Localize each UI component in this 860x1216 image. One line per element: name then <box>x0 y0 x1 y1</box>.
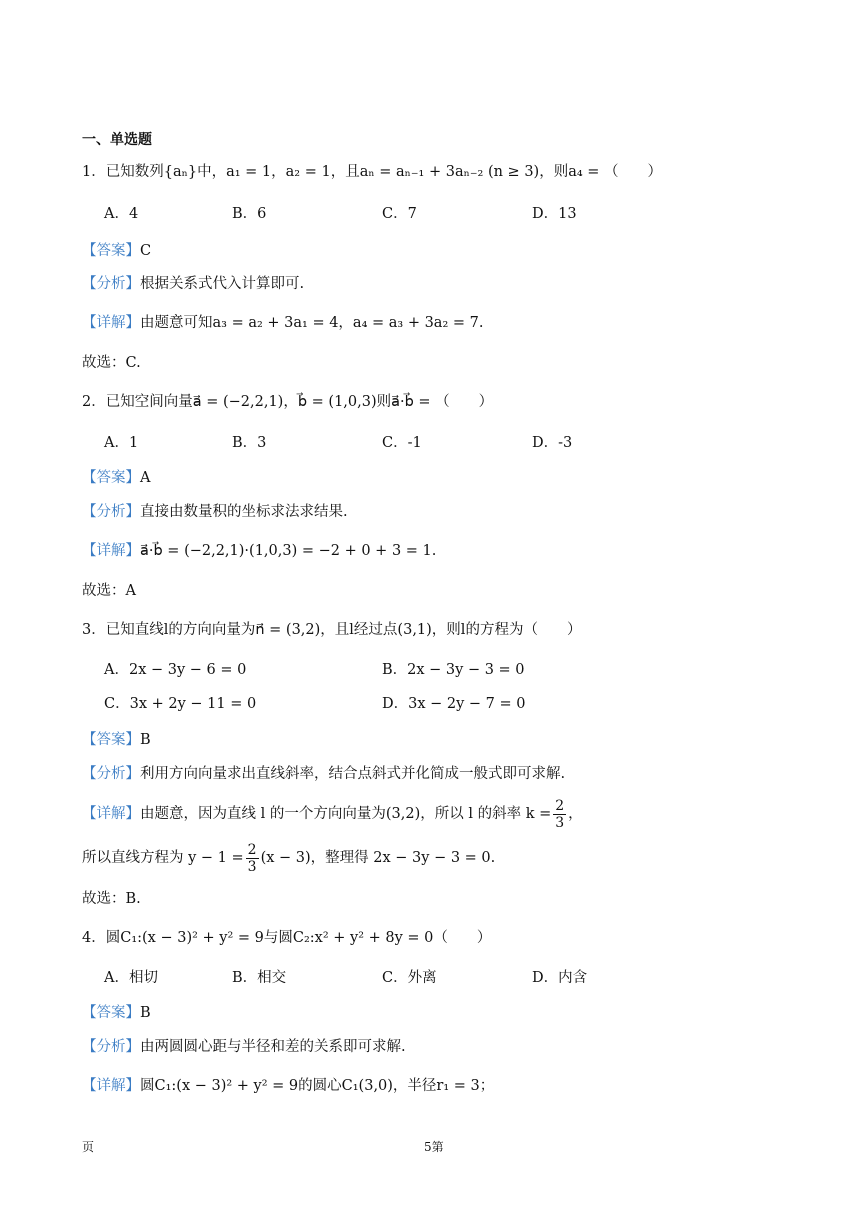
q2-detail: 【详解】a⃗·b⃗ = (−2,2,1)·(1,0,3) = −2 + 0 + 3 = 1. <box>82 543 437 559</box>
q2-conclusion: 故选：A <box>82 583 136 599</box>
label-tag: 【详解】 <box>82 315 140 331</box>
label-tag: 【详解】 <box>82 1078 140 1094</box>
q1-analysis: 【分析】根据关系式代入计算即可. <box>82 276 305 292</box>
q1-option-c: C．7 <box>382 206 417 222</box>
label-tag: 【答案】 <box>82 243 140 259</box>
q3-option-b: B．2x − 3y − 3 = 0 <box>382 662 525 678</box>
q3-detail-line-1 <box>82 796 583 832</box>
q3-equation-fraction <box>246 842 259 875</box>
q1-option-a: A．4 <box>104 206 139 222</box>
q3-slope-fraction <box>553 798 566 831</box>
q1-answer: 【答案】C <box>82 243 152 259</box>
q3-detail-1-text: 【详解】由题意，因为直线 l 的一个方向向量为(3,2)，所以 l 的斜率 k = <box>82 806 552 822</box>
fraction-numerator: 2 <box>247 841 257 858</box>
q1-option-b: B．6 <box>232 206 267 222</box>
fraction-denominator: 3 <box>555 814 565 831</box>
label-tag: 【分析】 <box>82 504 140 520</box>
q3-option-d: D．3x − 2y − 7 = 0 <box>382 696 526 712</box>
q3-option-c: C．3x + 2y − 11 = 0 <box>104 696 257 712</box>
q3-conclusion: 故选：B. <box>82 891 141 907</box>
fraction-denominator: 3 <box>247 858 257 875</box>
footer-page-number: 5第 <box>424 1140 444 1154</box>
q4-option-a: A．相切 <box>104 970 158 986</box>
label-tag: 【分析】 <box>82 1039 140 1055</box>
q4-option-b: B．相交 <box>232 970 287 986</box>
label-tag: 【详解】 <box>82 806 140 822</box>
q3-detail-line-2 <box>82 840 495 876</box>
q2-analysis: 【分析】直接由数量积的坐标求法求结果. <box>82 504 348 520</box>
q2-answer: 【答案】A <box>82 470 151 486</box>
q2-option-c: C．-1 <box>382 435 422 451</box>
label-tag: 【分析】 <box>82 766 140 782</box>
q3-detail-2-text: 所以直线方程为 y − 1 = <box>82 850 244 866</box>
label-tag: 【答案】 <box>82 1005 140 1021</box>
q3-analysis: 【分析】利用方向向量求出直线斜率，结合点斜式并化简成一般式即可求解. <box>82 766 566 782</box>
section-title: 一、单选题 <box>82 132 152 148</box>
q3-stem: 3．已知直线l的方向向量为n⃗ = (3,2)，且l经过点(3,1)，则l的方程为（ ） <box>82 622 582 638</box>
label-tag: 【答案】 <box>82 732 140 748</box>
q2-option-b: B．3 <box>232 435 267 451</box>
q4-option-c: C．外离 <box>382 970 437 986</box>
fraction-numerator: 2 <box>555 797 565 814</box>
q1-detail: 【详解】由题意可知a₃ = a₂ + 3a₁ = 4，a₄ = a₃ + 3a₂ = 7. <box>82 315 484 331</box>
q4-stem: 4．圆C₁:(x − 3)² + y² = 9与圆C₂:x² + y² + 8y = 0（ ） <box>82 930 492 946</box>
q1-conclusion: 故选：C. <box>82 355 141 371</box>
label-tag: 【详解】 <box>82 543 140 559</box>
q4-answer: 【答案】B <box>82 1005 151 1021</box>
q2-option-d: D．-3 <box>532 435 573 451</box>
q3-option-a: A．2x − 3y − 6 = 0 <box>104 662 247 678</box>
q3-answer: 【答案】B <box>82 732 151 748</box>
q1-option-d: D．13 <box>532 206 577 222</box>
q4-detail: 【详解】圆C₁:(x − 3)² + y² = 9的圆心C₁(3,0)，半径r₁ = 3； <box>82 1078 495 1094</box>
q4-option-d: D．内含 <box>532 970 588 986</box>
q2-stem: 2．已知空间向量a⃗ = (−2,2,1)，b⃗ = (1,0,3)则a⃗·b⃗ = （ ） <box>82 394 494 410</box>
q2-option-a: A．1 <box>104 435 139 451</box>
q3-detail-1-tail: ， <box>568 806 583 822</box>
footer-left: 页 <box>82 1140 95 1154</box>
label-tag: 【分析】 <box>82 276 140 292</box>
q1-stem: 1．已知数列{aₙ}中，a₁ = 1，a₂ = 1，且aₙ = aₙ₋₁ + 3aₙ₋₂ (n ≥ 3)，则a₄ = （ ） <box>82 164 663 180</box>
q4-analysis: 【分析】由两圆圆心距与半径和差的关系即可求解. <box>82 1039 406 1055</box>
q3-detail-2-tail: (x − 3)，整理得 2x − 3y − 3 = 0. <box>260 850 496 866</box>
label-tag: 【答案】 <box>82 470 140 486</box>
